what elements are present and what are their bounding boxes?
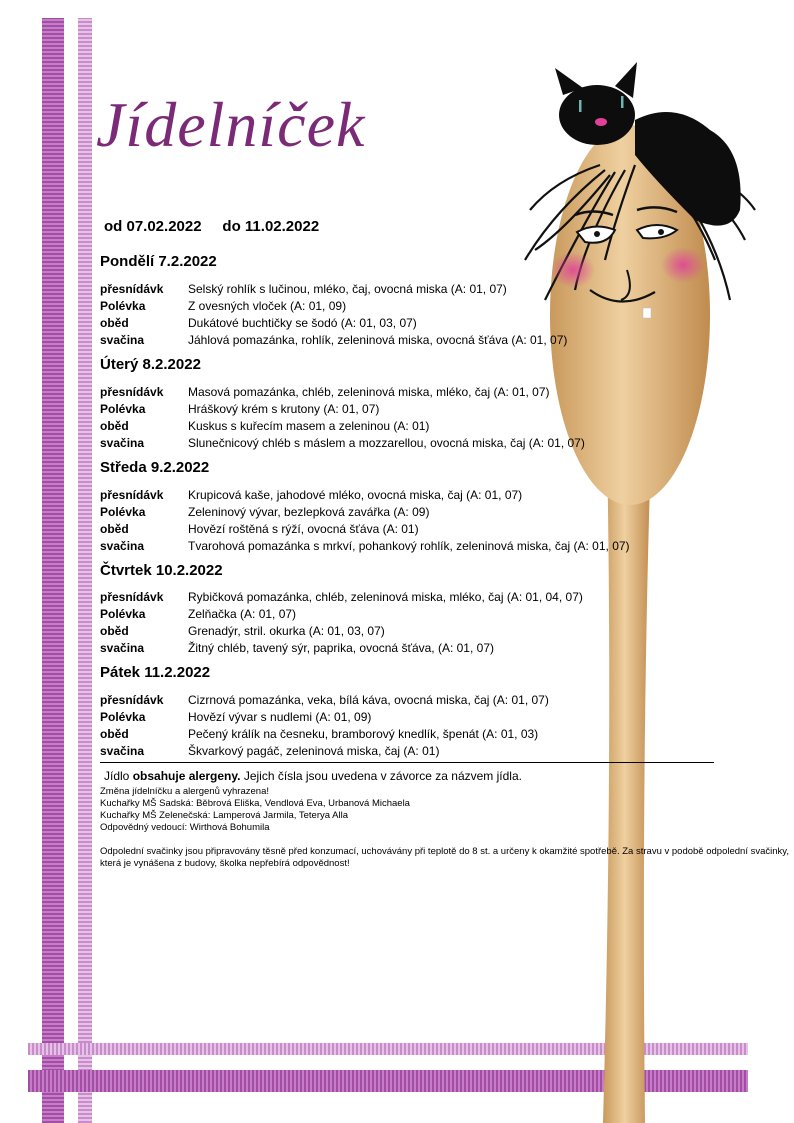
meal-text: Hráškový krém s krutony (A: 01, 07) <box>188 402 380 416</box>
meal-text: Zeleninový vývar, bezlepková zavářka (A: 09) <box>188 505 430 519</box>
meal-label: svačina <box>100 744 145 758</box>
meal-text: Škvarkový pagáč, zeleninová miska, čaj (A: 01) <box>188 744 440 758</box>
day-heading: Čtvrtek 10.2.2022 <box>100 562 223 579</box>
divider <box>100 762 714 763</box>
disclaimer: Odpolední svačinky jsou připravovány těsně před konzumací, uchovávány při teplotě do 8 st. a určeny k okamžité spotřebě. Za stravu v podobě odpolední svačinky, která je vynášena z budovy, školka nepřebírá odpovědnost! <box>100 846 789 869</box>
meal-text: Hovězí vývar s nudlemi (A: 01, 09) <box>188 710 372 724</box>
meal-label: svačina <box>100 333 145 347</box>
meal-text: Jáhlová pomazánka, rohlík, zeleninová miska, ovocná šťáva (A: 01, 07) <box>188 333 568 347</box>
info-line: Změna jídelníčku a alergenů vyhrazena! <box>100 786 269 797</box>
meal-text: Hovězí roštěná s rýží, ovocná šťáva (A: 01) <box>188 522 419 536</box>
date-range <box>104 218 319 235</box>
info-line: Odpovědný vedoucí: Wirthová Bohumila <box>100 822 270 833</box>
allergen-note-bold: obsahuje alergeny. <box>132 769 241 783</box>
info-line: Kuchařky MŠ Sadská: Běbrová Eliška, Vendlová Eva, Urbanová Michaela <box>100 798 410 809</box>
meal-text: Pečený králík na česneku, bramborový knedlík, špenát (A: 01, 03) <box>188 727 539 741</box>
meal-label: přesnídávk <box>100 385 164 399</box>
date-from: od 07.02.2022 <box>104 218 202 235</box>
meal-label: oběd <box>100 419 129 433</box>
meal-label: Polévka <box>100 607 146 621</box>
allergen-note <box>104 769 522 783</box>
day-heading: Úterý 8.2.2022 <box>100 356 201 373</box>
meal-label: oběd <box>100 727 129 741</box>
meal-text: Tvarohová pomazánka s mrkví, pohankový rohlík, zeleninová miska, čaj (A: 01, 07) <box>188 539 630 553</box>
stripe-vertical-left <box>42 18 64 1123</box>
meal-label: Polévka <box>100 299 146 313</box>
meal-label: přesnídávk <box>100 590 164 604</box>
meal-label: svačina <box>100 539 145 553</box>
meal-label: přesnídávk <box>100 488 164 502</box>
info-line: Kuchařky MŠ Zelenečská: Lamperová Jarmila, Teterya Alla <box>100 810 348 821</box>
meal-text: Masová pomazánka, chléb, zeleninová miska, mléko, čaj (A: 01, 07) <box>188 385 550 399</box>
meal-label: Polévka <box>100 710 146 724</box>
meal-label: oběd <box>100 522 129 536</box>
day-heading: Pondělí 7.2.2022 <box>100 253 217 270</box>
day-heading: Pátek 11.2.2022 <box>100 664 211 681</box>
meal-text: Z ovesných vloček (A: 01, 09) <box>188 299 347 313</box>
allergen-note-pre: Jídlo <box>104 769 133 783</box>
meal-label: oběd <box>100 316 129 330</box>
meal-label: oběd <box>100 624 129 638</box>
allergen-note-post: Jejich čísla jsou uvedena v závorce za názvem jídla. <box>240 769 522 783</box>
meal-label: přesnídávk <box>100 693 164 707</box>
meal-text: Cizrnová pomazánka, veka, bílá káva, ovocná miska, čaj (A: 01, 07) <box>188 693 549 707</box>
meal-text: Slunečnicový chléb s máslem a mozzarellou, ovocná miska, čaj (A: 01, 07) <box>188 436 585 450</box>
day-heading: Středa 9.2.2022 <box>100 459 210 476</box>
meal-label: přesnídávk <box>100 282 164 296</box>
meal-label: svačina <box>100 436 145 450</box>
meal-text: Dukátové buchtičky se šodó (A: 01, 03, 07) <box>188 316 417 330</box>
meal-text: Kuskus s kuřecím masem a zeleninou (A: 01) <box>188 419 430 433</box>
meal-label: svačina <box>100 641 145 655</box>
page-title: Jídelníček <box>96 89 366 160</box>
stripe-vertical-right <box>78 18 92 1123</box>
meal-text: Krupicová kaše, jahodové mléko, ovocná miska, čaj (A: 01, 07) <box>188 488 523 502</box>
date-to: do 11.02.2022 <box>222 218 320 235</box>
meal-text: Zelňačka (A: 01, 07) <box>188 607 297 621</box>
meal-text: Rybičková pomazánka, chléb, zeleninová miska, mléko, čaj (A: 01, 04, 07) <box>188 590 583 604</box>
meal-label: Polévka <box>100 505 146 519</box>
meal-text: Selský rohlík s lučinou, mléko, čaj, ovocná miska (A: 01, 07) <box>188 282 507 296</box>
meal-text: Grenadýr, stril. okurka (A: 01, 03, 07) <box>188 624 385 638</box>
meal-label: Polévka <box>100 402 146 416</box>
meal-text: Žitný chléb, tavený sýr, paprika, ovocná šťáva, (A: 01, 07) <box>188 641 494 655</box>
